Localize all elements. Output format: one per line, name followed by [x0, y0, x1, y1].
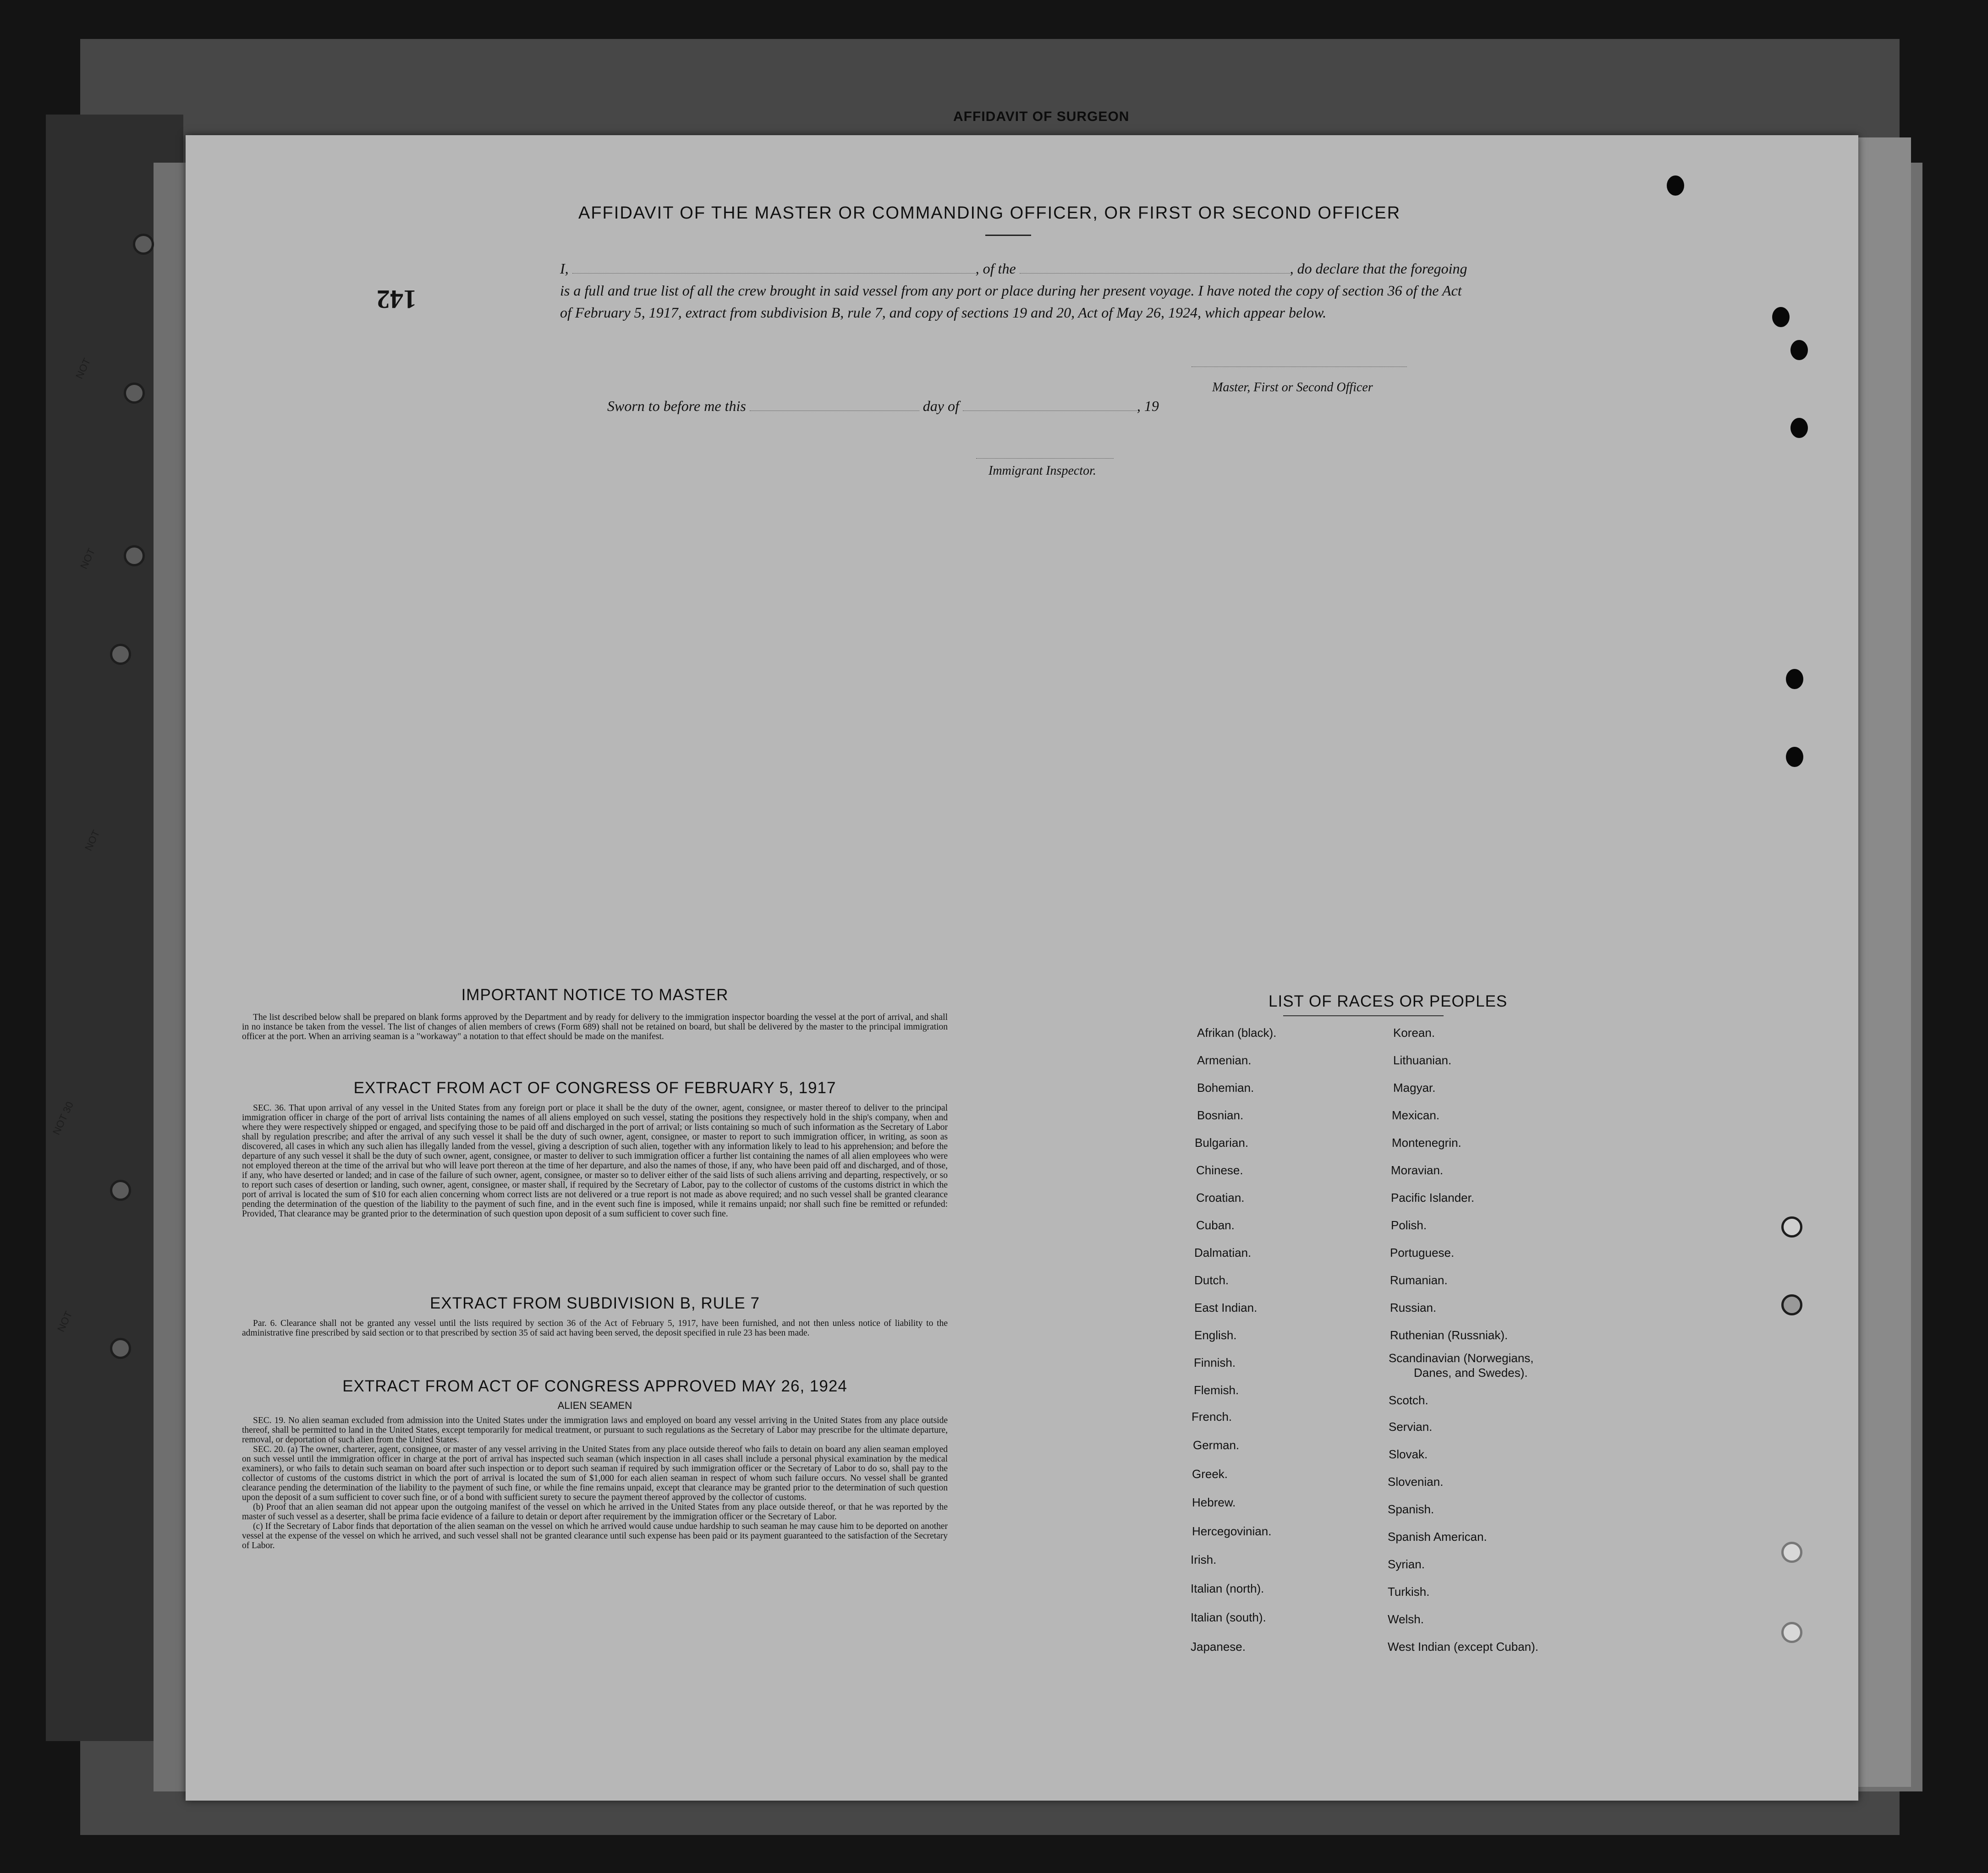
race-left: Bulgarian.	[1195, 1136, 1249, 1150]
race-right: Syrian.	[1388, 1557, 1425, 1571]
declaration-i: I,	[560, 260, 569, 277]
punch-hole	[1790, 418, 1808, 438]
affidavit-paragraph	[560, 257, 1477, 323]
race-left: Bohemian.	[1197, 1081, 1254, 1095]
race-left: Dutch.	[1194, 1273, 1229, 1287]
race-right: Montenegrin.	[1392, 1136, 1461, 1150]
punch-hole	[1781, 1622, 1802, 1643]
affidavit-title: AFFIDAVIT OF THE MASTER OR COMMANDING OFFICER, OR FIRST OR SECOND OFFICER	[578, 203, 1401, 223]
race-right: Lithuanian.	[1393, 1053, 1452, 1067]
races-rule	[1283, 1015, 1444, 1016]
section-36-paragraph: SEC. 36. That upon arrival of any vessel in the United States from any foreign port or place it shall be the duty of the owner, agent, consignee, or master thereof to deliver to the principal immigration officer in charge of the port of arrival lists containing the names of all aliens employed on such vessel, stating the positions they respectively hold in the ship's company, when and where they were respectively shipped or engaged, and specifying those to be paid off and discharged in the port of arrival; or lists containing so much of such information as the Secretary of Labor shall by regulation prescribe; and after the arrival of any such vessel it shall be the duty of such owner, agent, consignee, or master to report to such immigration officer, in writing, as soon as discovered, all cases in which any such alien has illegally landed from the vessel, giving a description of such alien, together with any information likely to lead to his apprehension; and before the departure of any such vessel it shall be the duty of such owner, agent, consignee, or master to deliver to such immigration officer a further list containing the names of all alien employees who were not employed thereon at the time of the arrival but who will leave port thereon at the time of her departure, and also the names of those, if any, who have been paid off and discharged, and of those, if any, who have deserted or landed; and in case of the failure of such owner, agent, consignee, or master so to deliver either of the said lists of such aliens arriving and departing, respectively, or so to report such cases of desertion or landing, such owner, agent, consignee, or master shall, if required by the Secretary of Labor, pay to the collector of customs of the customs district in which the port of arrival is located the sum of $10 for each alien concerning whom correct lists are not delivered or a true report is not made as above required; and no such vessel shall be granted clearance pending the determination of the question of the liability to the payment of such fine, and in the event such fine is imposed, while it remains unpaid; nor shall such fine be remitted or refunded: Provided, That clearance may be granted prior to the determination of such question upon deposit of a sum sufficient to cover such fine.	[242, 1103, 948, 1219]
punch-hole	[1781, 1216, 1802, 1238]
sec-20c-paragraph: (c) If the Secretary of Labor finds that deportation of the alien seaman on the vessel on which he arrived would cause undue hardship to such seaman he may cause him to be deported on another vessel at the expense of the vessel on which he arrived, and such vessel shall not be granted clearance until such expense has been paid or its payment guaranteed to the satisfaction of the Secretary of Labor.	[242, 1522, 948, 1550]
race-right: Slovak.	[1389, 1447, 1428, 1461]
affidavit-page	[186, 135, 1858, 1801]
race-left: Irish.	[1191, 1553, 1217, 1566]
race-right: Danes, and Swedes).	[1414, 1366, 1528, 1380]
punch-hole	[124, 545, 145, 566]
vessel-blank	[1020, 261, 1290, 274]
extract-1917-title: EXTRACT FROM ACT OF CONGRESS OF FEBRUARY 5, 1917	[353, 1079, 836, 1097]
race-left: Flemish.	[1194, 1383, 1239, 1397]
punch-hole	[1667, 175, 1684, 196]
race-right: Spanish.	[1388, 1502, 1434, 1516]
rule-7-text	[242, 1319, 948, 1338]
race-right: Ruthenian (Russniak).	[1390, 1328, 1508, 1342]
declaration-text: that the foregoing is a full and true list of all the crew brought in said vessel from any port or place during her present voyage. I have noted the copy of section 36 of the Act of February 5, 1917, extract from subdivision B, rule 7, and copy of sections 19 and 20, Act of May 26, 1924, which appear below.	[560, 260, 1467, 321]
side-label: NOT	[78, 546, 98, 571]
race-right: West Indian (except Cuban).	[1388, 1640, 1539, 1654]
sec-20a-paragraph: SEC. 20. (a) The owner, charterer, agent, consignee, or master of any vessel arriving in the United States from any place outside thereof who fails to detain on board any alien seaman employed on such vessel until the immigration officer in charge at the port of arrival has inspected such seaman (which inspection in all cases shall include a personal physical examination by the medical examiners), or who fails to detain such seaman on board after such inspection or to deport such seaman if required by such immigration officer or the Secretary of Labor to do so, shall pay to the collector of customs of the customs district in which the port of arrival is located the sum of $1,000 for each alien seaman in respect of whom such failure occurs. No vessel shall be granted clearance pending the determination of the liability to the payment of such fine, or while the fine remains unpaid, except that clearance may be granted prior to the determination of such question upon the deposit of a sum sufficient to cover such fine, or of a bond with sufficient surety to secure the payment thereof approved by the collector of customs.	[242, 1445, 948, 1502]
sec-19-paragraph: SEC. 19. No alien seaman excluded from admission into the United States under the immigration laws and employed on board any vessel arriving in the United States from any place outside thereof, shall be permitted to land in the United States, except temporarily for medical treatment, or pursuant to such regulations as the Secretary of Labor may prescribe for the ultimate departure, removal, or deportation of such alien from the United States.	[242, 1416, 948, 1445]
notice-title: IMPORTANT NOTICE TO MASTER	[461, 986, 729, 1004]
race-right: Pacific Islander.	[1391, 1191, 1475, 1205]
side-label: NOT	[73, 356, 93, 381]
rule-7-paragraph: Par. 6. Clearance shall not be granted any vessel until the lists required by section 36 of the Act of February 5, 1917, have been furnished, and not then unless notice of liability to the administrative fine prescribed by said section or to that prescribed by section 35 of said act having been served, the deposit specified in rule 23 has been made.	[242, 1319, 948, 1338]
alien-seamen-subtitle: ALIEN SEAMEN	[557, 1400, 632, 1411]
rule-7-title: EXTRACT FROM SUBDIVISION B, RULE 7	[430, 1294, 760, 1312]
race-left: English.	[1194, 1328, 1237, 1342]
race-right: Scotch.	[1389, 1393, 1428, 1407]
race-left: Armenian.	[1197, 1053, 1252, 1067]
punch-hole	[1786, 669, 1803, 689]
name-blank	[572, 261, 976, 274]
race-left: Croatian.	[1196, 1191, 1245, 1205]
notice-paragraph: The list described below shall be prepared on blank forms approved by the Department and by ready for delivery to the immigration inspector boarding the vessel at the port of arrival, and shall in no instance be taken from the vessel. The list of changes of alien members of crews (Form 689) shall not be retained on board, but shall be delivered by the master to the principal immigration officer at the port. When an arriving seaman is a "workaway" a notation to that effect should be made on the manifest.	[242, 1013, 948, 1041]
declaration-of-the: , of the	[975, 260, 1016, 277]
races-title: LIST OF RACES OR PEOPLES	[1269, 992, 1508, 1010]
side-label: NOT	[82, 828, 102, 853]
race-right: Servian.	[1389, 1420, 1433, 1434]
race-right: Rumanian.	[1390, 1273, 1448, 1287]
race-right: Korean.	[1393, 1026, 1435, 1040]
punch-hole	[124, 383, 145, 404]
sec-20b-paragraph: (b) Proof that an alien seaman did not appear upon the outgoing manifest of the vessel on which he arrived in the United States from any place outside thereof, or that he was reported by the master of such vessel as a deserter, shall be prima facie evidence of a failure to detain or deport after requirement by the immigration officer or the Secretary of Labor.	[242, 1502, 948, 1522]
notice-text	[242, 1013, 948, 1041]
extract-1924-text	[242, 1416, 948, 1550]
title-rule	[985, 235, 1031, 236]
master-label: Master, First or Second Officer	[1212, 380, 1373, 394]
punch-hole	[110, 644, 131, 665]
declaration-do-declare: , do declare	[1290, 260, 1359, 277]
sworn-year: , 19	[1137, 398, 1159, 414]
race-right: Polish.	[1391, 1218, 1427, 1232]
sworn-line	[607, 398, 1159, 415]
punch-hole	[110, 1180, 131, 1201]
top-title: AFFIDAVIT OF SURGEON	[953, 109, 1130, 124]
race-left: Dalmatian.	[1194, 1246, 1252, 1260]
punch-hole	[1790, 340, 1808, 360]
race-left: Italian (south).	[1191, 1610, 1266, 1624]
race-left: Bosnian.	[1197, 1108, 1244, 1122]
inspector-label: Immigrant Inspector.	[989, 464, 1096, 478]
race-left: German.	[1193, 1438, 1240, 1452]
extract-1924-title: EXTRACT FROM ACT OF CONGRESS APPROVED MAY 26, 1924	[342, 1377, 847, 1395]
extract-1917-text	[242, 1103, 948, 1219]
race-left: Greek.	[1192, 1467, 1228, 1481]
race-left: Afrikan (black).	[1197, 1026, 1277, 1040]
race-right: Mexican.	[1392, 1108, 1440, 1122]
race-left: French.	[1192, 1410, 1232, 1424]
race-right: Portuguese.	[1390, 1246, 1455, 1260]
race-right: Welsh.	[1388, 1612, 1424, 1626]
handwritten-number: 142	[377, 285, 417, 314]
race-left: Cuban.	[1196, 1218, 1235, 1232]
race-left: Japanese.	[1191, 1640, 1246, 1654]
race-right: Slovenian.	[1388, 1475, 1444, 1489]
inspector-signature-line	[976, 458, 1114, 459]
race-right: Moravian.	[1391, 1163, 1444, 1177]
side-label: NOT 30	[50, 1100, 76, 1137]
race-left: Italian (north).	[1191, 1582, 1264, 1595]
punch-hole	[110, 1338, 131, 1359]
punch-hole	[1781, 1542, 1802, 1563]
side-label: NOT	[55, 1309, 75, 1334]
race-left: Finnish.	[1194, 1356, 1236, 1369]
race-left: East Indian.	[1194, 1301, 1258, 1314]
race-left: Hercegovinian.	[1192, 1524, 1272, 1538]
race-right: Magyar.	[1393, 1081, 1436, 1095]
race-left: Hebrew.	[1192, 1495, 1236, 1509]
race-right: Spanish American.	[1388, 1530, 1487, 1544]
race-left: Chinese.	[1196, 1163, 1243, 1177]
race-right: Turkish.	[1388, 1585, 1430, 1599]
race-right: Russian.	[1390, 1301, 1437, 1314]
day-blank	[750, 400, 919, 411]
race-right: Scandinavian (Norwegians,	[1389, 1351, 1534, 1365]
punch-hole	[133, 234, 154, 255]
month-blank	[963, 400, 1137, 411]
punch-hole	[1781, 1294, 1802, 1315]
sworn-text: Sworn to before me this	[607, 398, 746, 414]
sworn-day-of: day of	[923, 398, 959, 414]
punch-hole	[1786, 747, 1803, 767]
punch-hole	[1772, 307, 1790, 327]
